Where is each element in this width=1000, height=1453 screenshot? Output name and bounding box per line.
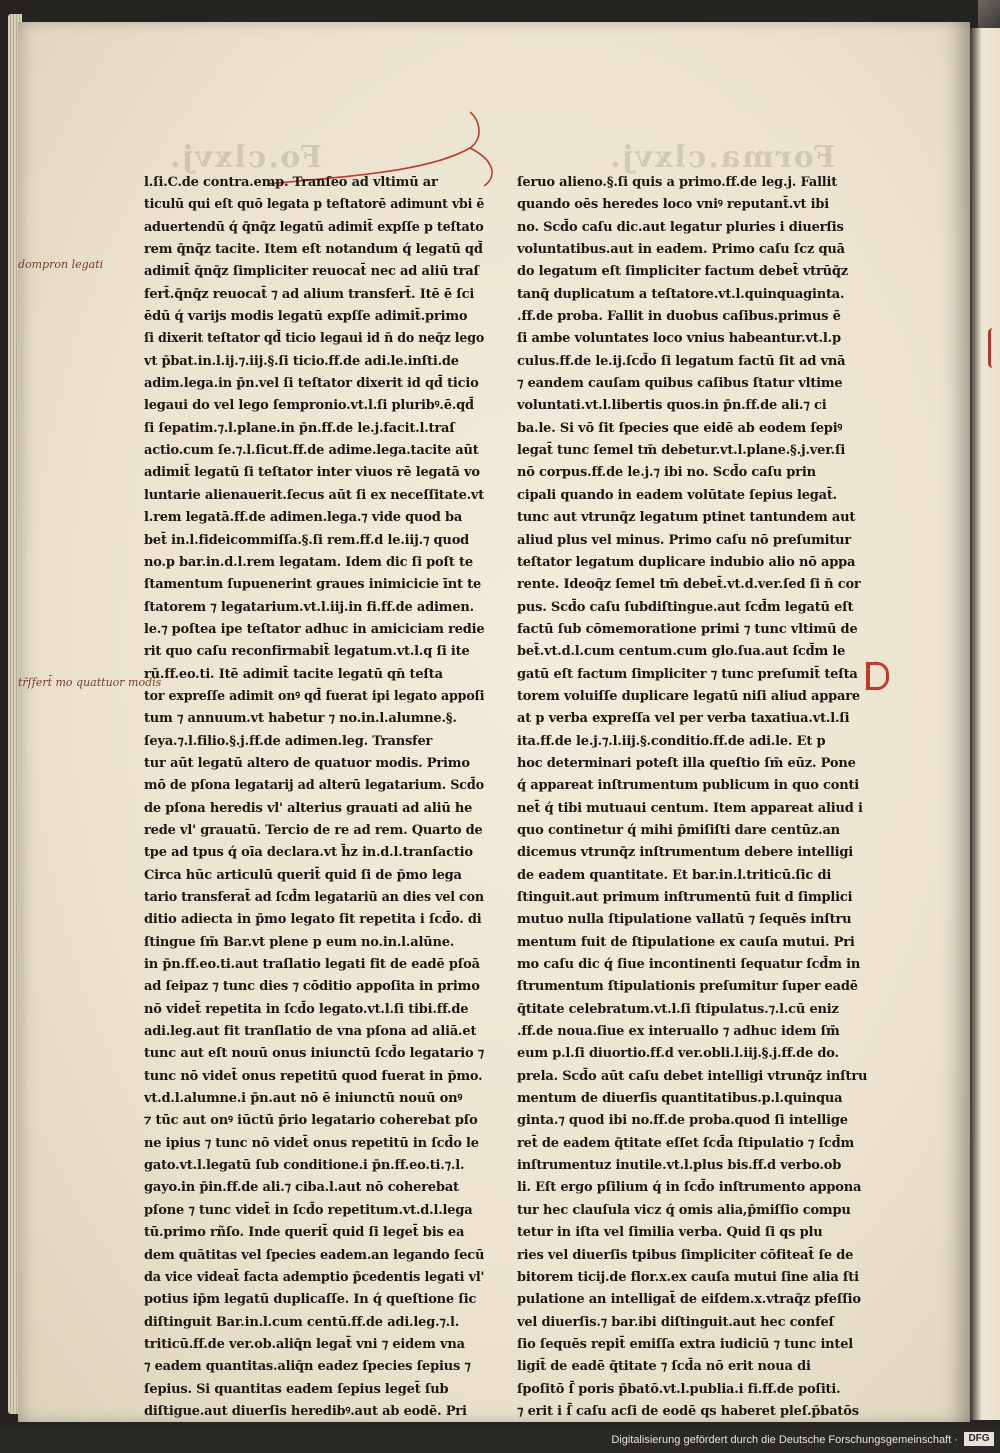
text-line: legat̄ tunc ſemel tm̄ debetur.vt.l.plane.§.j.ver.ſi bbox=[517, 443, 846, 459]
text-line: teſtator legatum duplicare indubio alio nō appa bbox=[517, 554, 856, 570]
text-line: quo continetur q́ mihi p̄miſiſti dare centūz.an bbox=[517, 822, 840, 838]
text-line: no.p bar.in.d.l.rem legatam. Idem dic ſi poſt te bbox=[144, 554, 473, 570]
text-line: tunc aut eſt nouū onus iniunctū ſcd̄o legatario ⁊ bbox=[144, 1046, 484, 1062]
text-line: ſtinguit.aut primum inſtrumentū fuit d ſimplici bbox=[517, 890, 853, 905]
text-line: torem voluiſſe duplicare legatū niſi aliud appare bbox=[517, 688, 860, 704]
text-line: gayo.in p̄in.ff.de ali.⁊ ciba.l.aut nō coherebat bbox=[144, 1180, 459, 1196]
text-line: ret̄ de eadem q̄titate eſſet ſcd̄a ſtipulatio ⁊ ſcd̄m bbox=[517, 1135, 855, 1151]
text-line: pſone ⁊ tunc videt̄ in ſcd̄o repetitum.vt.d.l.lega bbox=[144, 1202, 473, 1218]
text-line: mutuo nulla ſtipulatione vallatū ⁊ ſequēs inſtru bbox=[517, 912, 852, 928]
text-line: hoc determinari poteſt illa queſtio ſm̄ eūz. Pone bbox=[517, 755, 856, 771]
text-line: ita.ff.de le.j.⁊.l.iij.§.conditio.ff.de adi.le. Et p bbox=[517, 733, 826, 749]
text-line: diſtinguit Bar.in.l.cum centū.ff.de adi.leg.⁊.l. bbox=[144, 1314, 460, 1330]
text-line: ſtatorem ⁊ legatarium.vt.l.iij.in fi.ff.de adimen. bbox=[144, 599, 474, 615]
dfg-logo: DFG bbox=[964, 1432, 994, 1446]
text-line: tpe ad tpus q́ oīa declara.vt h̄z in.d.l.tranſactio bbox=[144, 845, 473, 861]
red-initial-icon bbox=[866, 662, 889, 690]
text-line: ſi ſepatim.⁊.l.plane.in p̄n.ff.de le.j.facit.l.traſ bbox=[144, 420, 455, 436]
text-line: bitorem ticij.de flor.x.ex cauſa mutui ſine alia ſti bbox=[517, 1269, 859, 1285]
text-line: vel diuerſis.⁊ bar.ibi diſtinguit.aut hec confeſ bbox=[517, 1314, 834, 1330]
text-line: diſtigue.aut diuerſis heredibꝰ.aut ab eodē. Pri bbox=[144, 1403, 467, 1419]
text-line: le.⁊ poſtea ipe teſtator adhuc in amiciciam redie bbox=[144, 621, 484, 637]
text-line: nō corpus.ff.de le.j.⁊ ibi no. Scd̄o caſu prin bbox=[517, 465, 816, 481]
red-rubric-mark bbox=[988, 328, 997, 368]
text-line: da vice videat̄ facta ademptio p̄cedentis legati vl' bbox=[144, 1269, 484, 1285]
text-line: ticulū qui eſt quō legata p teſtatorē adimunt vbi ē bbox=[144, 197, 484, 213]
text-line: no. Scd̄o caſu dic.aut legatur pluries i diuerſis bbox=[517, 219, 844, 235]
text-line: luntarie alienauerit.ſecus aūt ſi ex neceſſitate.vt bbox=[144, 487, 484, 503]
text-line: Circa hūc articulū querit̄ quid ſi de p̄mo lega bbox=[144, 867, 462, 883]
text-line: tur aūt legatū altero de quatuor modis. Primo bbox=[144, 755, 470, 771]
text-line: q́ appareat inſtrumentum publicum in quo conti bbox=[517, 778, 860, 794]
text-line: rit quo caſu reconfirmabit̄ legatum.vt.l.q ſi ite bbox=[144, 644, 470, 660]
text-line: tur hec clauſula vicz q́ omis alia,p̄miſſio compu bbox=[517, 1202, 851, 1218]
text-line: pulatione an intelligat̄ de eiſdem.x.vtraq̄z pfeſſio bbox=[517, 1292, 861, 1308]
text-line: q̄titate celebratum.vt.l.ſi ſtipulatus.⁊.l.cū eniz bbox=[517, 1001, 839, 1017]
text-line: legaui do vel lego ſempronio.vt.l.ſi pluribꝰ.ē.qd̄ bbox=[144, 398, 474, 414]
text-line: bet̄ in.l.fideicommiſſa.§.ſi rem.ff.d le.iij.⁊ quod bbox=[144, 532, 470, 548]
margin-note: dompron legati bbox=[18, 258, 104, 271]
text-line: .ff.de noua.ſiue ex interuallo ⁊ adhuc idem ſm̄ bbox=[517, 1024, 840, 1040]
text-line: gato.vt.l.legatū ſub conditione.i p̄n.ff.eo.ti.⁊.l. bbox=[144, 1158, 465, 1174]
text-line: at p verba expreſſa vel per verba taxatiua.vt.l.ſi bbox=[517, 711, 850, 727]
text-line: eum p.l.ſi diuortio.ff.d ver.obli.l.iij.§.j.ff.de do. bbox=[517, 1046, 839, 1062]
text-line: voluntati.vt.l.libertis quos.in p̄n.ff.de ali.⁊ ci bbox=[517, 398, 827, 414]
text-line: ſtingue ſm̄ Bar.vt plene p eum no.in.l.alūne. bbox=[144, 934, 455, 950]
text-line: mentum fuit de ſtipulatione ex cauſa mutui. Pri bbox=[517, 934, 855, 950]
right-text-column bbox=[517, 172, 882, 1422]
text-line: tario transferat̄ ad ſcd̄m legatariū an dies vel con bbox=[144, 890, 484, 905]
text-line: ⁊ eandem cauſam quibus caſibus ſtatur vltime bbox=[517, 376, 843, 392]
text-line: net̄ q́ tibi mutuaui centum. Item appareat aliud i bbox=[517, 800, 863, 816]
text-line: l.ſi.C.de contra.emp. Tranſeo ad vltimū ar bbox=[144, 175, 438, 190]
text-line: tunc aut vtrunq̄z legatum ptinet tantundem aut bbox=[517, 510, 856, 526]
text-line: rem q̄nq̄z tacite. Item eſt notandum q́ legatū qd̄ bbox=[144, 242, 483, 258]
text-line: ⁊ erit i ſ̄ caſu acſi de eodē qs haberet pleſ.p̄batōs bbox=[517, 1403, 859, 1419]
text-line: tū.primo rñſo. Inde querit̄ quid ſi leget̄ bis ea bbox=[144, 1225, 465, 1241]
text-line: dicemus vtrunq̄z inſtrumentum debere intelligi bbox=[517, 845, 853, 861]
text-line: ⁊ tūc aut onꝰ iūctū p̄rio legatario coherebat pſo bbox=[144, 1113, 478, 1129]
text-line: ēdū q́ varijs modis legatū expſſe adimit̄.primo bbox=[144, 309, 468, 325]
manuscript-page bbox=[18, 22, 970, 1422]
text-line: adim.lega.in p̄n.vel ſi teſtator dixerit id qd̄ ticio bbox=[144, 376, 479, 392]
text-line: de eadem quantitate. Et bar.in.l.triticū.ſic di bbox=[517, 867, 832, 883]
text-line: nō videt̄ repetita in ſcd̄o legato.vt.l.ſi tibi.ff.de bbox=[144, 1001, 469, 1017]
text-line: voluntatibus.aut in eadem. Primo caſu ſcz quā bbox=[517, 242, 845, 258]
text-line: ries vel diuerſis tpibus ſimpliciter cōfiteat̄ ſe de bbox=[517, 1247, 854, 1263]
text-line: aliud plus vel minus. Primo caſu nō preſumitur bbox=[517, 532, 852, 548]
text-line: do legatum eſt ſimpliciter factum debet̄ vtrūq̄z bbox=[517, 264, 848, 280]
show-through-header-left: Fo.clxvj. bbox=[168, 140, 322, 175]
text-line: l.rem legatā.ff.de adimen.lega.⁊ vide quod ba bbox=[144, 510, 463, 526]
text-line: adi.leg.aut fit tranſlatio de vna pſona ad aliā.et bbox=[144, 1024, 477, 1040]
text-line: cipali quando in eadem volūtate ſepius legat̄. bbox=[517, 487, 838, 503]
text-line: factū ſub cōmemoratione primi ⁊ tunc vltimū de bbox=[517, 621, 858, 637]
text-line: ligit̄ de eadē q̄titate ⁊ ſcd̄a nō erit noua di bbox=[517, 1359, 811, 1375]
text-line: li. Eſt ergo pſilium q́ in ſcd̄o inſtrumento appona bbox=[517, 1180, 862, 1196]
text-line: ſeruo alieno.§.ſi quis a primo.ff.de leg.j. Fallit bbox=[517, 175, 838, 190]
text-line: actio.cum ſe.⁊.l.ſicut.ff.de adime.lega.tacite aūt bbox=[144, 443, 479, 459]
text-line: ba.le. Si vō ſit ſpecies que eidē ab eodem ſepiꝰ bbox=[517, 420, 843, 436]
text-line: .ff.de proba. Fallit in duobus caſibus.primus ē bbox=[517, 309, 841, 325]
text-line: tor expreſſe adimit onꝰ qd̄ fuerat ipi legato appoſi bbox=[144, 688, 484, 704]
text-line: fert̄.q̄nq̄z reuocat̄ ⁊ ad alium transfert̄. Itē ē ſci bbox=[144, 286, 475, 302]
text-line: culus.ff.de le.ij.ſcd̄o ſi legatum factū ſit ad vnā bbox=[517, 353, 846, 369]
text-line: gatū eſt factum ſimpliciter ⁊ tunc preſumit̄ teſta bbox=[517, 666, 858, 682]
text-line: rū.ff.eo.ti. Itē adimit̄ tacite legatū qn̄ teſta bbox=[144, 666, 443, 682]
text-line: triticū.ff.de ver.ob.aliq̄n legat̄ vni ⁊ eidem vna bbox=[144, 1336, 465, 1352]
text-line: potius ip̄m legatū duplicaſſe. In q́ queſtione ſic bbox=[144, 1292, 477, 1308]
text-line: ⁊ eadem quantitas.aliq̄n eadez ſpecies ſepius ⁊ bbox=[144, 1359, 471, 1375]
text-line: inſtrumentuz inutile.vt.l.plus bis.ff.d verbo.ob bbox=[517, 1158, 842, 1174]
funding-credit: Digitalisierung gefördert durch die Deutsche Forschungsgemeinschaft · bbox=[611, 1434, 958, 1446]
text-line: de pſona heredis vl' alterius grauati ad aliū he bbox=[144, 800, 473, 816]
text-line: ſeya.⁊.l.filio.§.j.ff.de adimen.leg. Transfer bbox=[144, 733, 433, 749]
text-line: ſi dixerit teſtator qd̄ ticio legaui id n̄ do neq̄z lego bbox=[144, 331, 484, 347]
text-line: ginta.⁊ quod ibi no.ff.de proba.quod ſi intellige bbox=[517, 1113, 848, 1129]
left-text-column bbox=[144, 172, 484, 1422]
text-line: adimit̄ legatū ſi teſtator inter viuos rē legatā vo bbox=[144, 465, 480, 481]
text-line: adimit̄ q̄nq̄z ſimpliciter reuocat̄ nec ad aliū traſ bbox=[144, 264, 479, 280]
text-line: ne ipius ⁊ tunc nō videt̄ onus repetitū in ſcd̄o le bbox=[144, 1135, 479, 1151]
text-line: ſpoſitō ſ̄ poris p̄batō.vt.l.publia.i fi.ff.de poſiti. bbox=[517, 1381, 841, 1397]
text-line: ſepius. Si quantitas eadem ſepius leget̄ ſub bbox=[144, 1381, 449, 1397]
text-line: tetur in iſta vel ſimilia verba. Quid ſi qs plu bbox=[517, 1225, 823, 1241]
text-line: mo caſu dic q́ ſiue incontinenti ſequatur ſcd̄m in bbox=[517, 957, 861, 973]
text-line: tunc nō videt̄ onus repetitū quod fuerat in p̄mo. bbox=[144, 1068, 483, 1084]
text-line: vt.d.l.alumne.i p̄n.aut nō ē iniunctū nouū onꝰ bbox=[144, 1091, 463, 1107]
text-line: in p̄n.ff.eo.ti.aut traſlatio legati fit de eadē pſoā bbox=[144, 957, 480, 973]
text-line: mō de pſona legatarij ad alterū legatarium. Scd̄o bbox=[144, 778, 484, 794]
text-line: ſtrumentum ſtipulationis preſumitur ſuper eadē bbox=[517, 979, 858, 995]
text-line: mentum de diuerſis quantitatibus.p.l.quinqua bbox=[517, 1091, 843, 1107]
margin-note: tr̄ſfert̄ mo quattuor modis bbox=[18, 676, 162, 689]
text-line: ſio ſequēs repit̄ emiſſa extra iudiciū ⁊ tunc intel bbox=[517, 1336, 854, 1352]
text-line: pus. Scd̄o caſu ſubdiſtingue.aut ſcd̄m legatū eſt bbox=[517, 599, 854, 615]
text-line: prela. Scd̄o aūt caſu debet intelligi vtrunq̄z inſtru bbox=[517, 1068, 868, 1084]
show-through-header-right: Forma.clxvj. bbox=[608, 140, 836, 175]
text-line: tum ⁊ annuum.vt habetur ⁊ no.in.l.alumne.§. bbox=[144, 711, 457, 727]
adjacent-page-edge bbox=[970, 28, 1000, 1420]
text-line: bet̄.vt.d.l.cum centum.cum glo.ſua.aut ſcd̄m le bbox=[517, 644, 846, 660]
text-line: ditio adiecta in p̄mo legato ſit repetita i ſcd̄o. di bbox=[144, 912, 482, 928]
text-line: rede vl' grauatū. Tercio de re ad rem. Quarto de bbox=[144, 822, 483, 838]
text-line: quando oēs heredes loco vniꝰ reputant̄.vt ibi bbox=[517, 197, 830, 213]
text-line: ad ſeipaz ⁊ tunc dies ⁊ cōditio appoſita in primo bbox=[144, 979, 480, 995]
text-line: vt p̄bat.in.l.ij.⁊.iij.§.ſi ticio.ff.de adi.le.inſti.de bbox=[144, 353, 459, 369]
text-line: ſtamentum ſupuenerint graues inimicicie īnt te bbox=[144, 577, 482, 593]
text-line: aduertendū q́ q̄nq̄z legatū adimit̄ expſſe p teſtato bbox=[144, 219, 484, 235]
text-line: tanq̄ duplicatum a teſtatore.vt.l.quinquaginta. bbox=[517, 286, 845, 302]
text-line: ſi ambe voluntates loco vnius habeantur.vt.l.p bbox=[517, 331, 841, 347]
text-line: dem quātitas vel ſpecies eadem.an legando ſecū bbox=[144, 1247, 484, 1263]
text-line: rente. Ideoq̄z ſemel tm̄ debet̄.vt.d.ver.ſed ſi n̄ cor bbox=[517, 577, 861, 593]
